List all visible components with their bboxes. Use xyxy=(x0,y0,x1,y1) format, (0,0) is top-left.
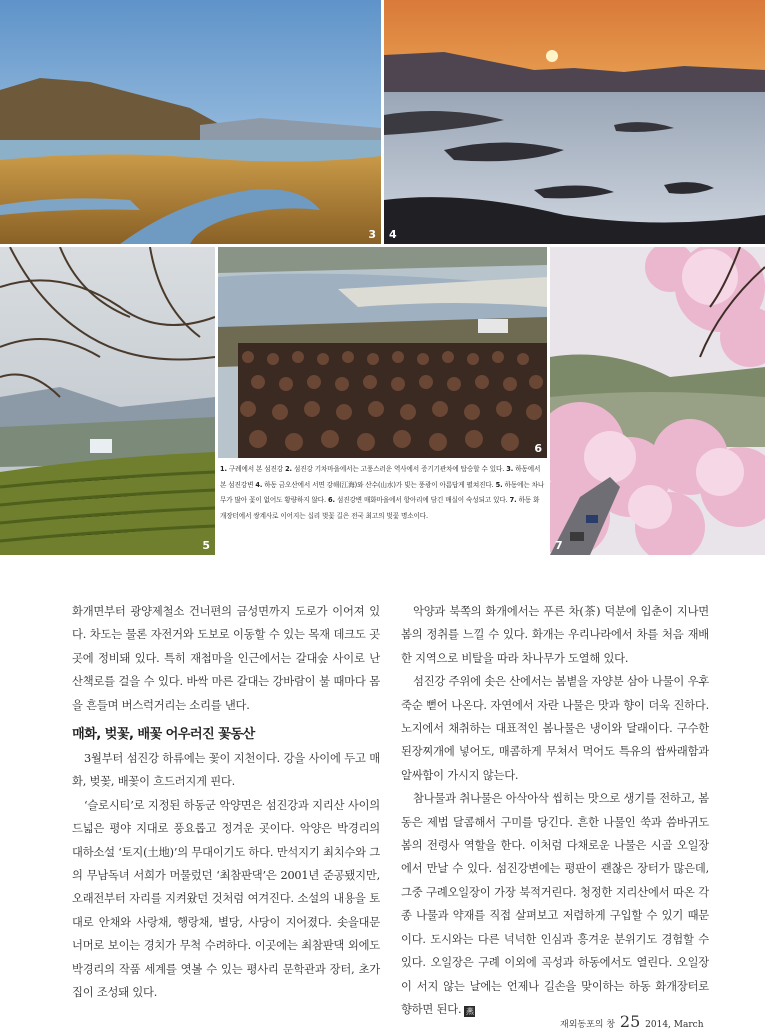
paragraph xyxy=(401,787,709,1021)
end-mark-icon: 燕 xyxy=(465,1006,474,1016)
caption-text: 섬진강 기차마을에서는 고풍스러운 역사에서 증기기관차에 탑승할 수 있다. xyxy=(293,465,505,473)
photo-number: 3 xyxy=(368,228,376,241)
magazine-name: 재외동포의 창 xyxy=(560,1020,616,1030)
caption-text: 섬진강변 매화마을에서 항아리에 담긴 매실이 숙성되고 있다. xyxy=(336,496,508,504)
paragraph: 화개면부터 광양제철소 건너편의 금성면까지 도로가 이어져 있다. 차도는 물론 자전거와 도보로 이동할 수 있는 목재 데크도 곳곳에 정비돼 있다. 특히 재첩마을 인근에서는 갈대숲 사이로 난 산책로를 걸을 수 있다. 바싹 마른 갈대는 강바람이 불 때마다 몸을 흔들며 버스럭거리는 소리를 낸다. xyxy=(72,605,380,712)
photo-number: 5 xyxy=(202,539,210,552)
photo-number: 7 xyxy=(555,539,563,552)
page-footer xyxy=(560,1012,750,1031)
photo-reed-marsh xyxy=(0,0,381,244)
caption-text: 하동에는 차나무가 많아 꽃이 없어도 황량하지 않다. xyxy=(220,480,545,504)
caption-num: 7. xyxy=(509,496,517,504)
caption-num: 4. xyxy=(255,480,263,489)
issue-date: 2014, March xyxy=(645,1020,704,1030)
photo-number: 4 xyxy=(389,228,397,241)
caption-num: 3. xyxy=(506,465,514,473)
photo-number: 6 xyxy=(534,442,542,455)
paragraph: ‘슬로시티’로 지정된 하동군 악양면은 섬진강과 지리산 사이의 드넓은 평야 지대로 풍요롭고 정겨운 곳이다. 악양은 박경리의 대하소설 ‘토지(土地)’의 무대이기도 하다. 만석지기 최치수와 그의 무남독녀 서희가 머물렀던 ‘최참판댁’은 2001년 준공됐지만, 오래전부터 자리를 지켜왔던 것처럼 여겨진다. 소설의 내용을 토대로 안채와 사랑채, 행랑채, 별당, 사당이 지어졌다. 솟을대문 너머로 보이는 경치가 무척 수려하다. 이곳에는 최참판댁 외에도 박경리의 작품 세계를 엿볼 수 있는 평사리 문학관과 장터, 초가집이 조성돼 있다. xyxy=(72,798,380,1000)
photo-sunset-islands xyxy=(384,0,765,244)
caption-num: 1. xyxy=(220,465,227,473)
paragraph: 악양과 북쪽의 화개에서는 푸른 차(茶) 덕분에 입춘이 지나면 봄의 정취를 느낄 수 있다. 화개는 우리나라에서 차를 처음 재배한 지역으로 비탈을 따라 차나무가 도열해 있다. xyxy=(401,605,709,665)
section-heading: 매화, 벚꽃, 배꽃 어우러진 꽃동산 xyxy=(72,727,255,743)
article-right-column xyxy=(401,600,709,1021)
article-left-column xyxy=(72,600,380,1005)
paragraph: 섬진강 주위에 솟은 산에서는 봄볕을 자양분 삼아 나물이 우후죽순 뻗어 나온다. 자연에서 자란 나물은 맛과 향이 더욱 진하다. 노지에서 채취하는 대표적인 봄나물은 냉이와 달래이다. 구수한 된장찌개에 넣어도, 매콤하게 무쳐서 먹어도 특유의 쌉싸래함과 알싸함이 가시지 않는다. xyxy=(401,675,709,782)
photo-tea-fields xyxy=(0,247,215,555)
caption-text: 하동 금오산에서 서면 강해(江海)와 산수(山水)가 빚는 풍광이 아름답게 펼쳐진다. xyxy=(264,480,494,489)
paragraph: 3월부터 섬진강 하류에는 꽃이 지천이다. 강을 사이에 두고 매화, 벚꽃, 배꽃이 흐드러지게 핀다. xyxy=(72,752,380,789)
caption-text: 구례에서 본 섬진강 xyxy=(228,465,284,473)
caption-num: 6. xyxy=(328,496,335,504)
caption-num: 2. xyxy=(285,465,292,473)
photo-caption xyxy=(220,462,545,524)
caption-num: 5. xyxy=(495,480,503,489)
paragraph-text: 참나물과 취나물은 아삭아삭 씹히는 맛으로 생기를 전하고, 봄동은 제법 달콤해서 구미를 당긴다. 흔한 나물인 쑥과 씀바귀도 봄의 전령사 역할을 한다. 이처럼 다채로운 나물은 시골 오일장에서 만날 수 있다. 섬진강변에는 평판이 괜찮은 장터가 많은데, 그중 구례오일장이 가장 북적거린다. 청정한 지리산에서 따온 각종 나물과 약재를 직접 살펴보고 저렴하게 구입할 수 있기 때문이다. 도시와는 다른 넉넉한 인심과 흥겨운 분위기도 경험할 수 있다. 오일장은 구례 이외에 곡성과 하동에서도 열린다. 오일장이 서지 않는 날에는 언제나 길손을 맞이하는 하동 화개장터로 향하면 된다. xyxy=(401,792,709,1016)
page-number: 25 xyxy=(619,1012,641,1031)
caption-text: 하동에서 본 섬진강변 xyxy=(220,465,541,489)
caption-text: 하동 화개장터에서 쌍계사로 이어지는 십리 벚꽃 길은 전국 최고의 벚꽃 명소이다. xyxy=(220,496,540,520)
photo-cherry-blossom-road xyxy=(550,247,765,555)
photo-jar-field xyxy=(218,247,547,458)
